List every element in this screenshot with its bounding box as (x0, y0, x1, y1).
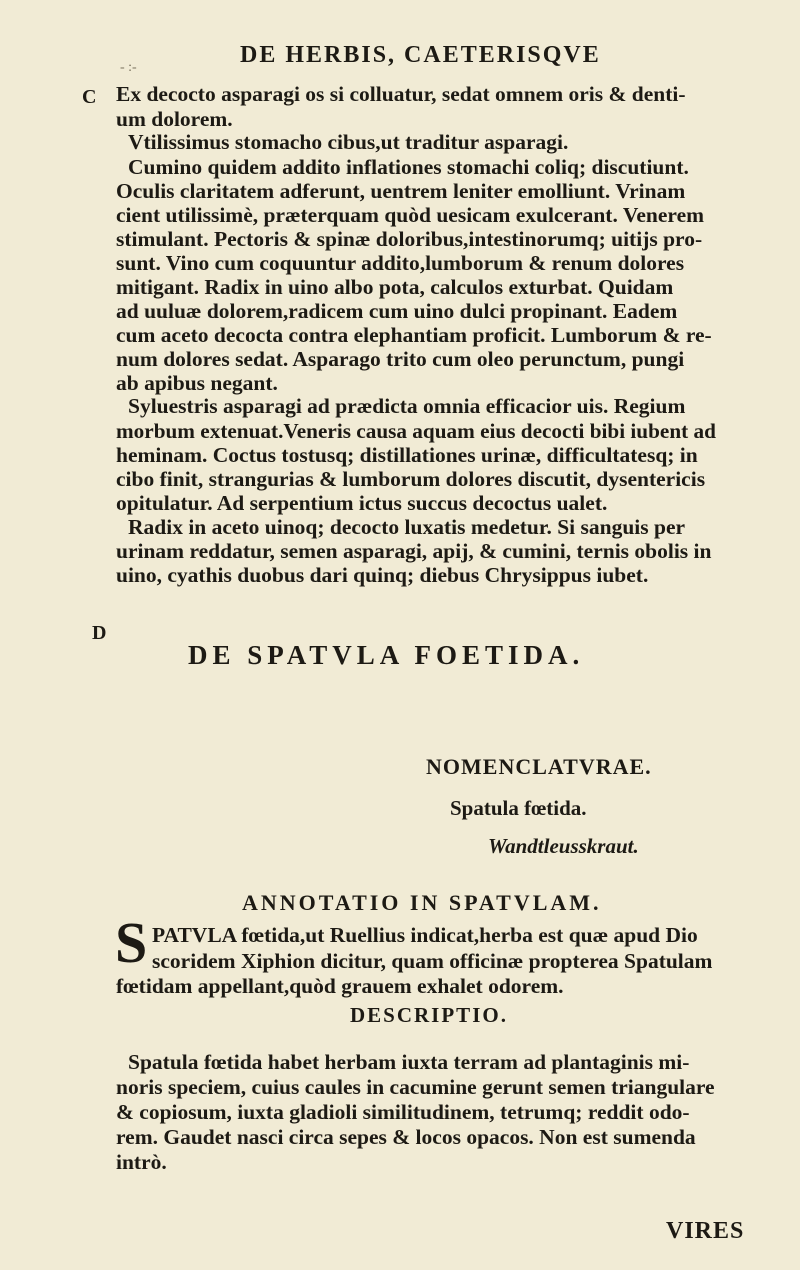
text-line: stimulant. Pectoris & spinӕ doloribus,intestinorumq; uitijs pro- (116, 227, 703, 251)
text-line: Syluestris asparagi ad prӕdicta omnia efficacior uis. Regium (128, 394, 686, 418)
text-line: fœtidam appellant,quòd grauem exhalet odorem. (116, 974, 564, 998)
text-line: ab apibus negant. (116, 371, 278, 395)
text-line: uino, cyathis duobus dari quinq; diebus Chrysippus iubet. (116, 563, 649, 587)
text-line: & copiosum, iuxta gladioli similitudinem, tetrumq; reddit odo- (116, 1100, 690, 1124)
text-line: rem. Gaudet nasci circa sepes & locos opacos. Non est sumenda (116, 1125, 696, 1149)
text-line: sunt. Vino cum coquuntur addito,lumborum & renum dolores (116, 251, 685, 275)
text-line: PATVLA fœtida,ut Ruellius indicat,herba est quӕ apud Dio (152, 923, 698, 947)
text-line: num dolores sedat. Asparago trito cum oleo perunctum, pungi (116, 347, 685, 371)
margin-letter-d: D (92, 622, 107, 644)
text-line: scoridem Xiphion dicitur, quam officinӕ propterea Spatulam (152, 949, 713, 973)
text-line: mitigant. Radix in uino albo pota, calculos exturbat. Quidam (116, 275, 674, 299)
latin-name: Spatula fœtida. (450, 796, 587, 820)
chapter-title: DE SPATVLA FOETIDA. (188, 640, 585, 670)
german-name: Wandtleusskraut. (488, 834, 639, 858)
running-header: DE HERBIS, CAETERISQVE (240, 42, 601, 68)
text-line: Radix in aceto uinoq; decocto luxatis medetur. Si sanguis per (128, 515, 686, 539)
stray-marks: - :- (120, 60, 137, 75)
text-line: cum aceto decocta contra elephantiam proficit. Lumborum & re- (116, 323, 712, 347)
text-line: opitulatur. Ad serpentium ictus succus decoctus ualet. (116, 491, 608, 515)
drop-cap: S (115, 910, 148, 975)
text-line: Oculis claritatem adferunt, uentrem leniter emolliunt. Vrinam (116, 179, 686, 203)
catchword: VIRES (666, 1218, 745, 1244)
text-line: intrò. (116, 1150, 167, 1174)
nomenclature-heading: NOMENCLATVRAE. (426, 754, 652, 779)
margin-letter-c: C (82, 86, 97, 108)
text-line: Vtilissimus stomacho cibus,ut traditur asparagi. (128, 130, 569, 154)
text-line: um dolorem. (116, 107, 233, 131)
text-line: cient utilissimè, prӕterquam quòd uesicam exulcerant. Venerem (116, 203, 705, 227)
descriptio-heading: DESCRIPTIO. (350, 1003, 508, 1027)
text-line: Ex decocto asparagi os si colluatur, sedat omnem oris & denti- (116, 82, 686, 106)
text-line: ad uuluӕ dolorem,radicem cum uino dulci propinant. Eadem (116, 299, 678, 323)
text-line: heminam. Coctus tostusq; distillationes urinӕ, difficultatesq; in (116, 443, 698, 467)
text-line: noris speciem, cuius caules in cacumine gerunt semen triangulare (116, 1075, 715, 1099)
text-line: morbum extenuat.Veneris causa aquam eius decocti bibi iubent ad (116, 419, 716, 443)
text-line: Cumino quidem addito inflationes stomachi coliq; discutiunt. (128, 155, 689, 179)
annotatio-heading: ANNOTATIO IN SPATVLAM. (242, 890, 602, 915)
text-line: Spatula fœtida habet herbam iuxta terram ad plantaginis mi- (128, 1050, 690, 1074)
text-line: urinam reddatur, semen asparagi, apij, & cumini, ternis obolis in (116, 539, 712, 563)
text-line: cibo finit, strangurias & lumborum dolores discutit, dysentericis (116, 467, 706, 491)
